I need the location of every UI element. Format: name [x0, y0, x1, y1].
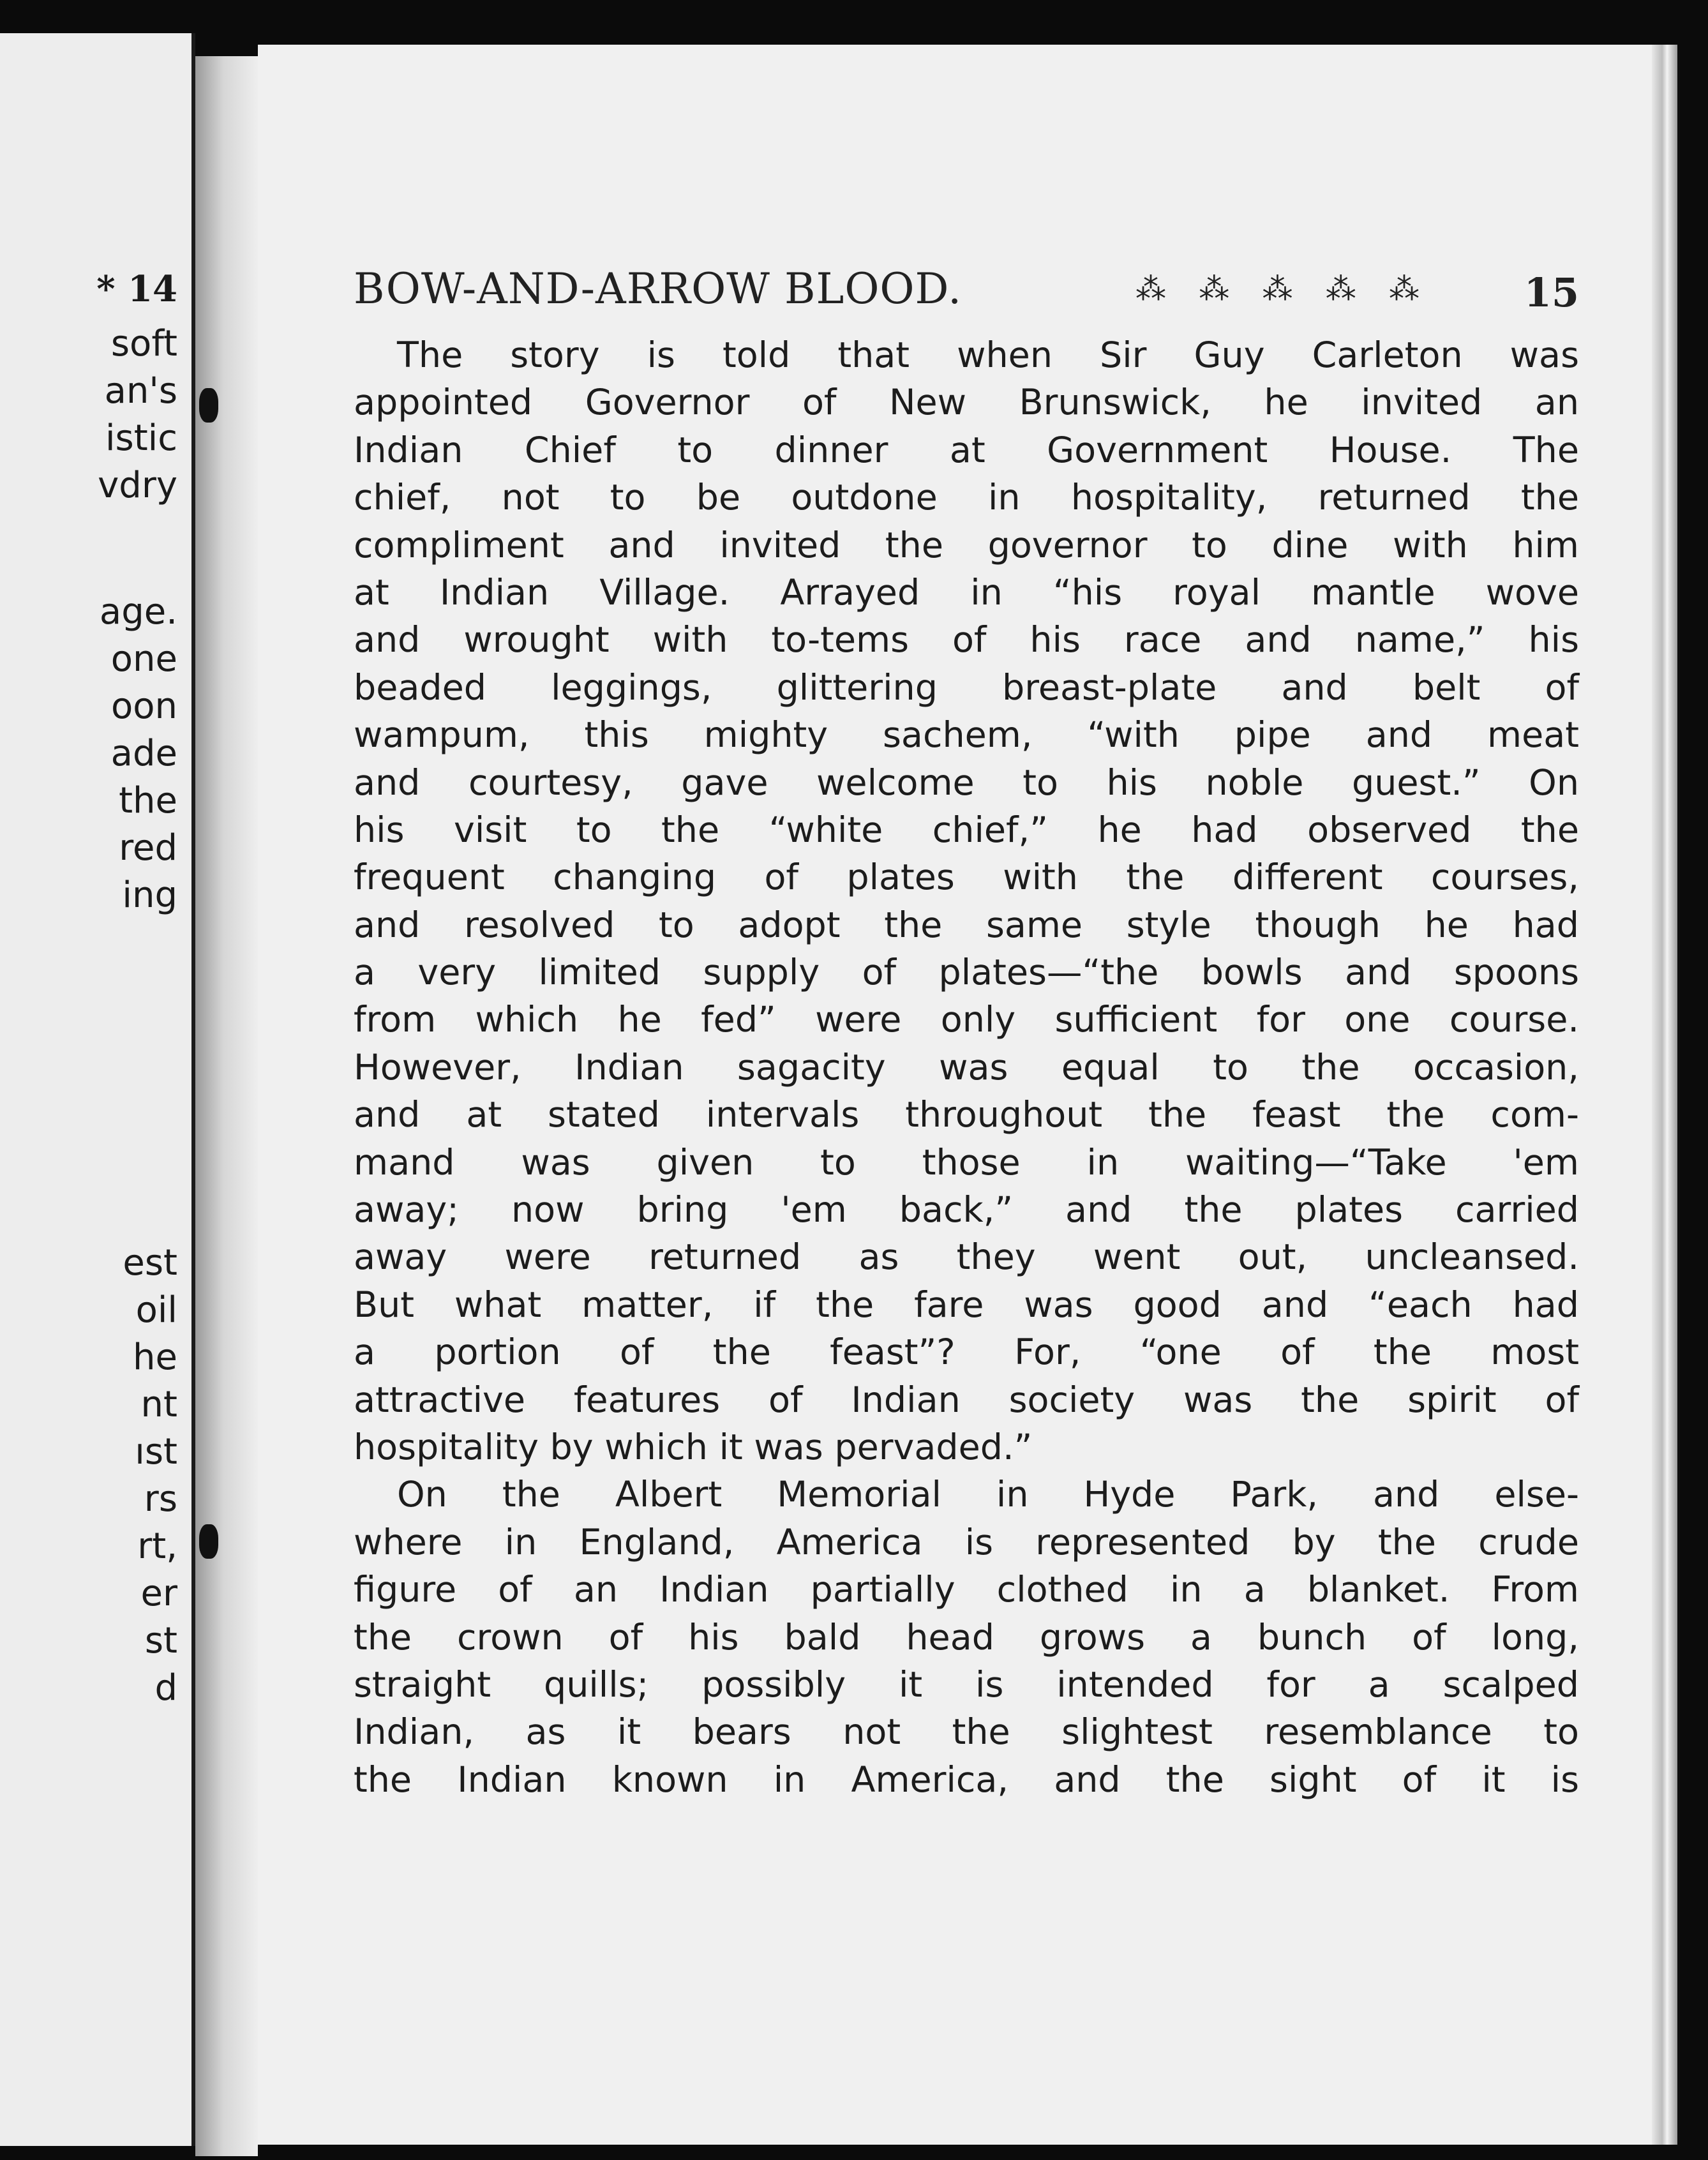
text-line: and courtesy, gave welcome to his noble guest.” On — [354, 761, 1579, 804]
text-line: Indian Chief to dinner at Government House. The — [354, 429, 1579, 471]
text-line: and at stated intervals throughout the feast the com- — [354, 1094, 1579, 1136]
left-fragment-group-bottom — [123, 1240, 177, 1712]
text-line: where in England, America is represented by the crude — [354, 1521, 1579, 1563]
book-gutter — [195, 56, 258, 2156]
page-number: 15 — [1524, 269, 1579, 316]
running-head — [354, 260, 1579, 318]
left-page-fragments — [5, 33, 177, 2146]
text-line: beaded leggings, glittering breast-plate and belt of — [354, 666, 1579, 709]
left-page-number: * 14 — [96, 268, 177, 310]
text-line: attractive features of Indian society was the spirit of — [354, 1379, 1579, 1421]
text-line: at Indian Village. Arrayed in “his royal mantle wove — [354, 571, 1579, 613]
text-line: a portion of the feast”? For, “one of the most — [354, 1331, 1579, 1374]
left-fragment-line: age. — [99, 591, 177, 633]
right-page — [258, 45, 1677, 2145]
text-line: However, Indian sagacity was equal to the occasion, — [354, 1046, 1579, 1088]
text-line: Indian, as it bears not the slightest resemblance to — [354, 1711, 1579, 1753]
left-fragment-line: the — [119, 780, 177, 821]
left-fragment-line: red — [119, 827, 177, 869]
text-line: the crown of his bald head grows a bunch of long, — [354, 1616, 1579, 1658]
left-fragment-line: ing — [122, 874, 177, 916]
left-fragment-line: er — [140, 1573, 177, 1614]
left-fragment-group-top — [98, 320, 177, 509]
text-line: from which he fed” were only sufficient for one course. — [354, 999, 1579, 1041]
text-line: a very limited supply of plates—“the bowls and spoons — [354, 952, 1579, 994]
text-line: frequent changing of plates with the different courses, — [354, 857, 1579, 899]
text-line: On the Albert Memorial in Hyde Park, and else- — [397, 1474, 1579, 1516]
text-line: compliment and invited the governor to dine with him — [354, 524, 1579, 566]
text-line: away; now bring 'em back,” and the plates carried — [354, 1189, 1579, 1231]
text-line: and resolved to adopt the same style though he had — [354, 904, 1579, 946]
left-fragment-line: d — [154, 1667, 177, 1709]
left-page — [0, 33, 195, 2146]
left-fragment-line: istic — [105, 417, 177, 459]
text-line: away were returned as they went out, uncleansed. — [354, 1236, 1579, 1279]
text-line: appointed Governor of New Brunswick, he invited an — [354, 382, 1579, 424]
page-edge — [1652, 45, 1677, 2145]
left-fragment-line: rt, — [137, 1526, 177, 1567]
text-line: The story is told that when Sir Guy Carleton was — [397, 334, 1579, 376]
binding-hole — [199, 1524, 218, 1559]
left-fragment-line: nt — [140, 1384, 177, 1425]
text-line: wampum, this mighty sachem, “with pipe and meat — [354, 714, 1579, 756]
text-line: and wrought with to-tems of his race and name,” his — [354, 619, 1579, 661]
text-line: the Indian known in America, and the sight of it is — [354, 1759, 1579, 1801]
text-line: But what matter, if the fare was good and “each had — [354, 1284, 1579, 1326]
body-text — [354, 332, 1579, 1804]
text-line: figure of an Indian partially clothed in a blanket. From — [354, 1569, 1579, 1611]
left-fragment-line: st — [144, 1620, 177, 1661]
text-line: chief, not to be outdone in hospitality, returned the — [354, 477, 1579, 519]
binding-hole — [199, 388, 218, 423]
header-title: BOW-AND-ARROW BLOOD. — [354, 264, 963, 313]
left-fragment-line: oon — [110, 686, 177, 727]
left-fragment-line: est — [123, 1242, 177, 1284]
left-fragment-line: he — [133, 1337, 177, 1378]
fleuron-ornaments: ⁂ ⁂ ⁂ ⁂ ⁂ — [1135, 271, 1432, 307]
text-line: hospitality by which it was pervaded.” — [354, 1426, 1033, 1468]
text-line: mand was given to those in waiting—“Take 'em — [354, 1141, 1579, 1183]
left-fragment-line: rs — [144, 1478, 177, 1520]
left-fragment-group-middle — [100, 589, 177, 919]
left-fragment-line: one — [110, 638, 177, 680]
left-fragment-line: an's — [104, 370, 177, 412]
text-line: his visit to the “white chief,” he had observed the — [354, 809, 1579, 851]
left-fragment-line: ade — [110, 733, 177, 774]
left-fragment-line: vdry — [98, 465, 177, 506]
left-fragment-line: ıst — [135, 1431, 177, 1473]
left-fragment-line: oil — [135, 1289, 177, 1331]
text-line: straight quills; possibly it is intended for a scalped — [354, 1663, 1579, 1706]
left-fragment-line: soft — [110, 323, 177, 364]
